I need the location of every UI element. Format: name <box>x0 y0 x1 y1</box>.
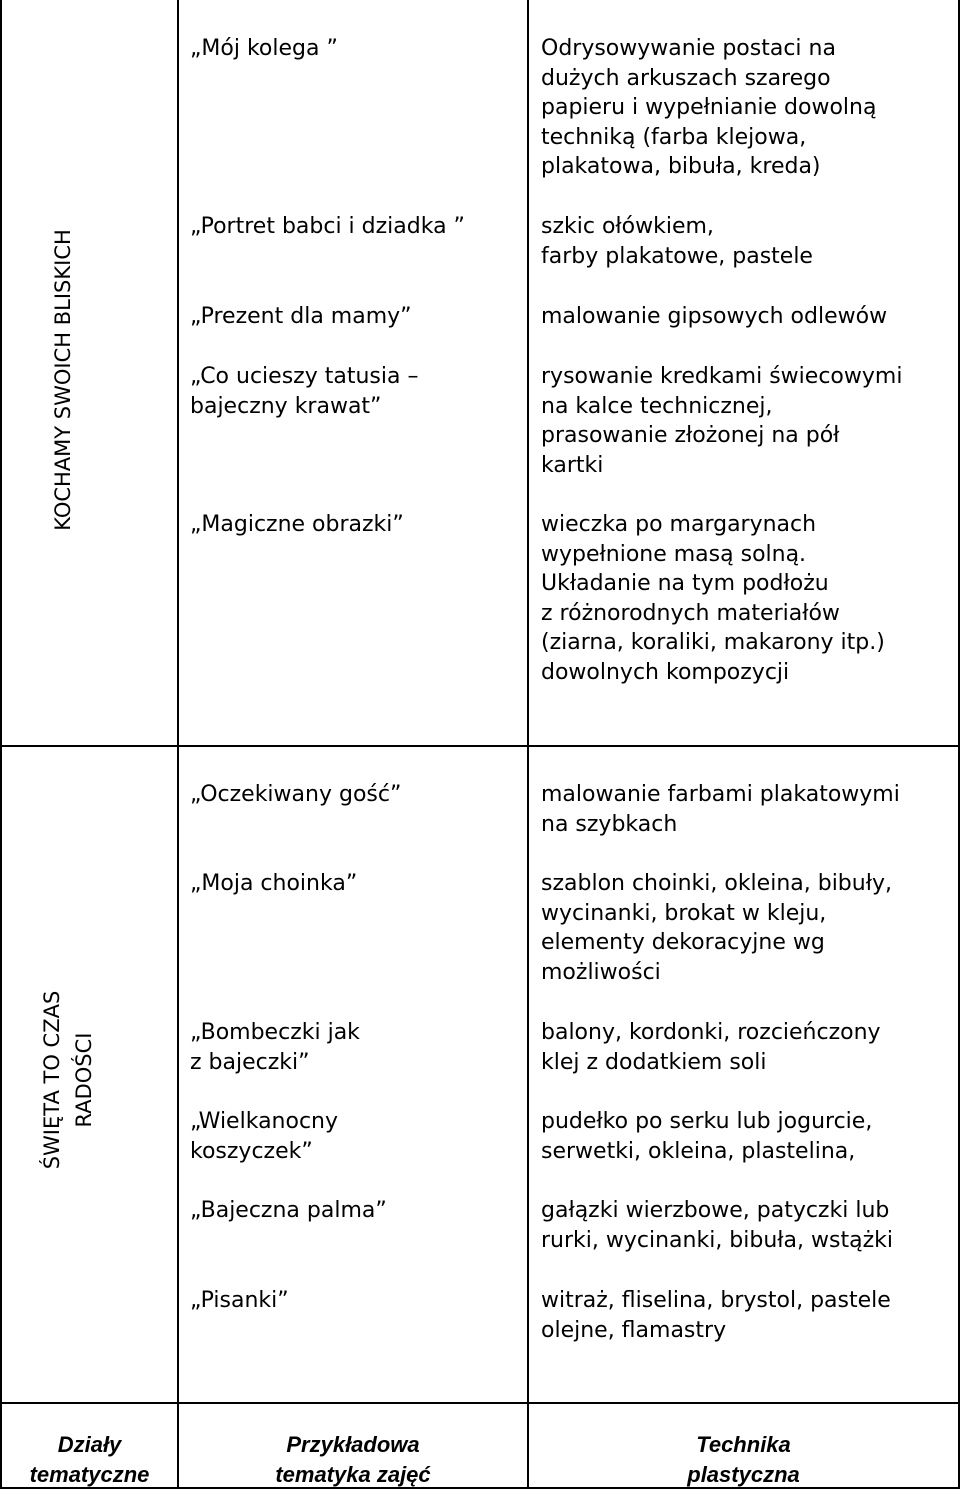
technique-text: gałązki wierzbowe, patyczki lub rurki, wycinanki, bibuła, wstążki <box>541 1198 893 1253</box>
technique-text: witraż, fliselina, brystol, pastele olejne, flamastry <box>541 1288 891 1343</box>
technique-text: wieczka po margarynach wypełnione masą solną. Układanie na tym podłożu z różnorodnych materiałów (ziarna, koraliki, makarony itp.) dowolnych kompozycji <box>541 512 885 685</box>
topic-title: „Wielkanocny koszyczek” <box>190 1109 339 1164</box>
topic-title: „Oczekiwany gość” <box>190 782 402 807</box>
column-header-sections: Działy tematyczne <box>29 1432 150 1487</box>
topic-title: „Moja choinka” <box>190 871 358 896</box>
footer-divider <box>0 1402 960 1404</box>
topic-title: „Bajeczna palma” <box>190 1198 387 1223</box>
topic-title: „Mój kolega ” <box>190 36 338 61</box>
topic-title: „Pisanki” <box>190 1288 289 1313</box>
topic-title: „Bombeczki jak z bajeczki” <box>190 1020 360 1075</box>
section-label: KOCHAMY SWOICH BLISKICH <box>51 229 75 531</box>
section-divider <box>0 745 960 747</box>
technique-text: malowanie farbami plakatowymi na szybkach <box>541 782 900 837</box>
technique-text: malowanie gipsowych odlewów <box>541 304 888 329</box>
column-header-topics: Przykładowa tematyka zajęć <box>275 1432 431 1487</box>
section-label: ŚWIĘTA TO CZAS RADOŚCI <box>40 990 96 1170</box>
column-header-technique: Technika plastyczna <box>687 1432 800 1487</box>
technique-text: pudełko po serku lub jogurcie, serwetki, okleina, plastelina, <box>541 1109 873 1164</box>
technique-text: rysowanie kredkami świecowymi na kalce technicznej, prasowanie złożonej na pół kartki <box>541 364 903 478</box>
technique-text: balony, kordonki, rozcieńczony klej z dodatkiem soli <box>541 1020 881 1075</box>
technique-text: Odrysowywanie postaci na dużych arkuszach szarego papieru i wypełnianie dowolną techniką (farba klejowa, plakatowa, bibuła, kreda) <box>541 36 877 179</box>
topic-title: „Magiczne obrazki” <box>190 512 404 537</box>
topic-title: „Prezent dla mamy” <box>190 304 412 329</box>
technique-text: szkic ołówkiem, farby plakatowe, pastele <box>541 214 813 269</box>
topic-title: „Portret babci i dziadka ” <box>190 214 465 239</box>
technique-text: szablon choinki, okleina, bibuły, wycinanki, brokat w kleju, elementy dekoracyjne wg możliwości <box>541 871 892 985</box>
topic-title: „Co ucieszy tatusia – bajeczny krawat” <box>190 364 419 419</box>
